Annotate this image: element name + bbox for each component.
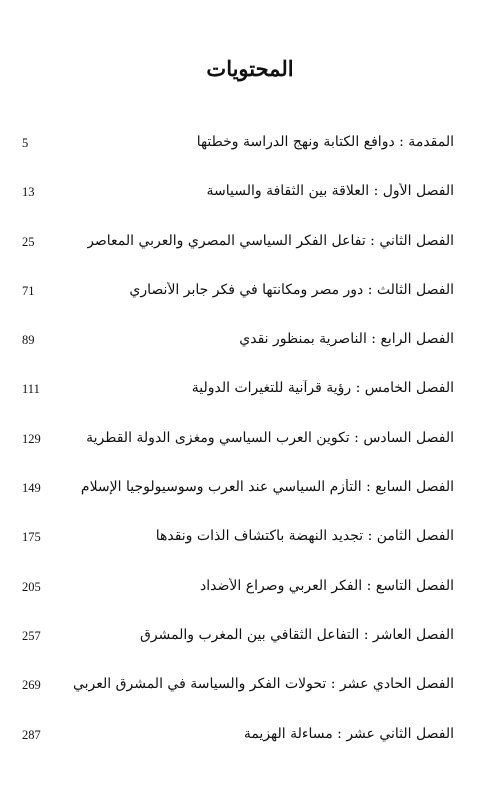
toc-entry-page: 13	[22, 185, 35, 200]
toc-entry-title: الفصل العاشر : التفاعل الثقافي بين المغرب والمشرق	[139, 626, 454, 643]
toc-row	[22, 619, 454, 668]
toc-entry-title: الفصل الثاني عشر : مساءلة الهزيمة	[243, 725, 454, 742]
toc-entry-page: 89	[22, 333, 35, 348]
toc-entry-page: 25	[22, 234, 35, 249]
toc-entry-page: 205	[22, 579, 41, 594]
toc-entry-page: 257	[22, 628, 41, 643]
toc-entry-page: 71	[22, 283, 35, 298]
toc-entry-title: الفصل الأول : العلاقة بين الثقافة والسياسة	[206, 183, 454, 200]
toc-entry-page: 287	[22, 727, 41, 742]
toc-row	[22, 126, 454, 175]
toc-row	[22, 274, 454, 323]
toc-row	[22, 668, 454, 717]
toc-entry-title: الفصل الخامس : رؤية قرآنية للتغيرات الدولية	[191, 380, 454, 397]
toc-entry-title: المقدمة : دوافع الكتابة ونهج الدراسة وخطتها	[196, 134, 454, 150]
toc-entry-page: 129	[22, 431, 41, 446]
page-title: المحتويات	[206, 56, 294, 81]
toc-row	[22, 323, 454, 372]
toc-entry-title: الفصل الثالث : دور مصر ومكانتها في فكر جابر الأنصاري	[129, 281, 454, 298]
toc-entry-title: الفصل الحادي عشر : تحولات الفكر والسياسة في المشرق العربي	[72, 676, 454, 693]
toc-entry-page: 111	[22, 382, 40, 397]
toc-entry-title: الفصل السادس : تكوين العرب السياسي ومغزى الدولة القطرية	[86, 429, 454, 446]
toc-row	[22, 570, 454, 619]
toc-row	[22, 718, 454, 767]
toc-row	[22, 225, 454, 274]
toc-entry-title: الفصل السابع : التأزم السياسي عند العرب وسوسيولوجيا الإسلام	[80, 479, 454, 496]
toc-entry-page: 175	[22, 530, 41, 545]
toc-entry-title: الفصل الثامن : تجديد النهضة باكتشاف الذات ونقدها	[155, 528, 454, 545]
toc-row	[22, 175, 454, 224]
table-of-contents	[22, 126, 454, 767]
toc-row	[22, 471, 454, 520]
toc-entry-title: الفصل الرابع : الناصرية بمنظور نقدي	[239, 331, 454, 348]
toc-row	[22, 422, 454, 471]
toc-entry-page: 269	[22, 678, 41, 693]
toc-row	[22, 372, 454, 421]
toc-entry-title: الفصل التاسع : الفكر العربي وصراع الأضداد	[200, 577, 454, 594]
toc-entry-page: 5	[22, 136, 29, 150]
toc-row	[22, 520, 454, 569]
toc-entry-title: الفصل الثاني : تفاعل الفكر السياسي المصري والعربي المعاصر	[87, 232, 454, 249]
toc-entry-page: 149	[22, 481, 41, 496]
